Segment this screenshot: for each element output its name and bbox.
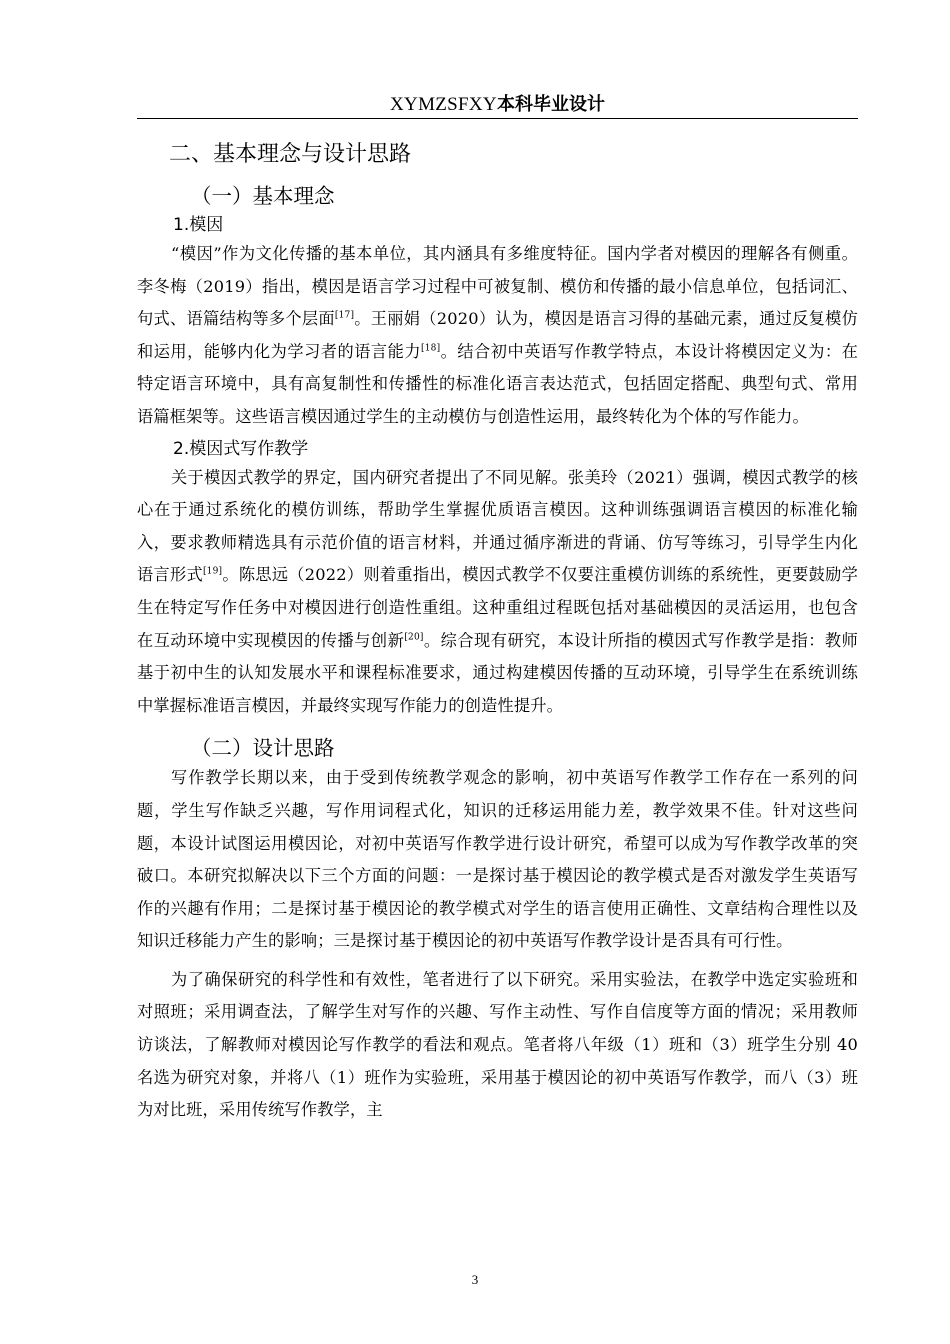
design-paragraph-1: 写作教学长期以来，由于受到传统教学观念的影响，初中英语写作教学工作存在一系列的问题，学生写作缺乏兴趣，写作用词程式化，知识的迁移运用能力差，教学效果不佳。针对这些问题，本设计试图运用模因论，对初中英语写作教学进行设计研究，希望可以成为写作教学改革的突破口。本研究拟解决以下三个方面的问题：一是探讨基于模因论的教学模式是否对激发学生英语写作的兴趣有作用；二是探讨基于模因论的教学模式对学生的语言使用正确性、文章结构合理性以及知识迁移能力产生的影响；三是探讨基于模因论的初中英语写作教学设计是否具有可行性。 (137, 768, 858, 951)
section-title: 二、基本理念与设计思路 (169, 142, 412, 167)
subsection-basic-concepts: （一）基本理念 (191, 184, 335, 208)
header-title: 本科毕业设计 (496, 94, 605, 115)
header-rule (137, 118, 858, 119)
citation-17: [17] (334, 310, 355, 321)
meme-writing-paragraph: 关于模因式教学的界定，国内研究者提出了不同见解。张美玲（2021）强调，模因式教学的核心在于通过系统化的模仿训练，帮助学生掌握优质语言模因。这种训练强调语言模因的标准化输入，要求教师精选具有示范价值的语言材料，并通过循序渐进的背诵、仿写等练习，引导学生内化语言形式[19]。陈思远（2022）则着重指出，模因式教学不仅要注重模仿训练的系统性，更要鼓励学生在特定写作任务中对模因进行创造性重组。这种重组过程既包括对基础模因的灵活运用，也包含在互动环境中实现模因的传播与创新[20]。综合现有研究，本设计所指的模因式写作教学是指：教师基于初中生的认知发展水平和课程标准要求，通过构建模因传播的互动环境，引导学生在系统训练中掌握标准语言模因，并最终实现写作能力的创造性提升。 (137, 467, 859, 715)
item-meme-writing-title: 2.模因式写作教学 (173, 438, 309, 459)
page-number: 3 (471, 1272, 479, 1287)
meme-paragraph: “模因”作为文化传播的基本单位，其内涵具有多维度特征。国内学者对模因的理解各有侧重。李冬梅（2019）指出，模因是语言学习过程中可被复制、模仿和传播的最小信息单位，包括词汇、句式、语篇结构等多个层面[17]。王丽娟（2020）认为，模因是语言习得的基础元素，通过反复模仿和运用，能够内化为学习者的语言能力[18]。结合初中英语写作教学特点，本设计将模因定义为：在特定语言环境中，具有高复制性和传播性的标准化语言表达范式，包括固定搭配、典型句式、常用语篇框架等。这些语言模因通过学生的主动模仿与创造性运用，最终转化为个体的写作能力。 (137, 244, 858, 426)
citation-18: [18] (421, 343, 441, 354)
page-header (137, 90, 858, 118)
subsection-design-ideas: （二）设计思路 (191, 736, 335, 761)
page-body (137, 136, 858, 1127)
item-meme-title: 1.模因 (173, 215, 224, 235)
design-paragraph-2: 为了确保研究的科学性和有效性，笔者进行了以下研究。采用实验法，在教学中选定实验班和对照班；采用调查法，了解学生对写作的兴趣、写作主动性、写作自信度等方面的情况；采用教师访谈法，了解教师对模因论写作教学的看法和观点。笔者将八年级（1）班和（3）班学生分别 40 名选为研究对象，并将八（1）班作为实验班，采用基于模因论的初中英语写作教学，而八（3）班为对比班，采用传统写作教学，主 (137, 969, 858, 1120)
citation-19: [19] (202, 566, 223, 577)
citation-20: [20] (404, 632, 424, 643)
header-latin: XYMZSFXY (390, 94, 497, 115)
